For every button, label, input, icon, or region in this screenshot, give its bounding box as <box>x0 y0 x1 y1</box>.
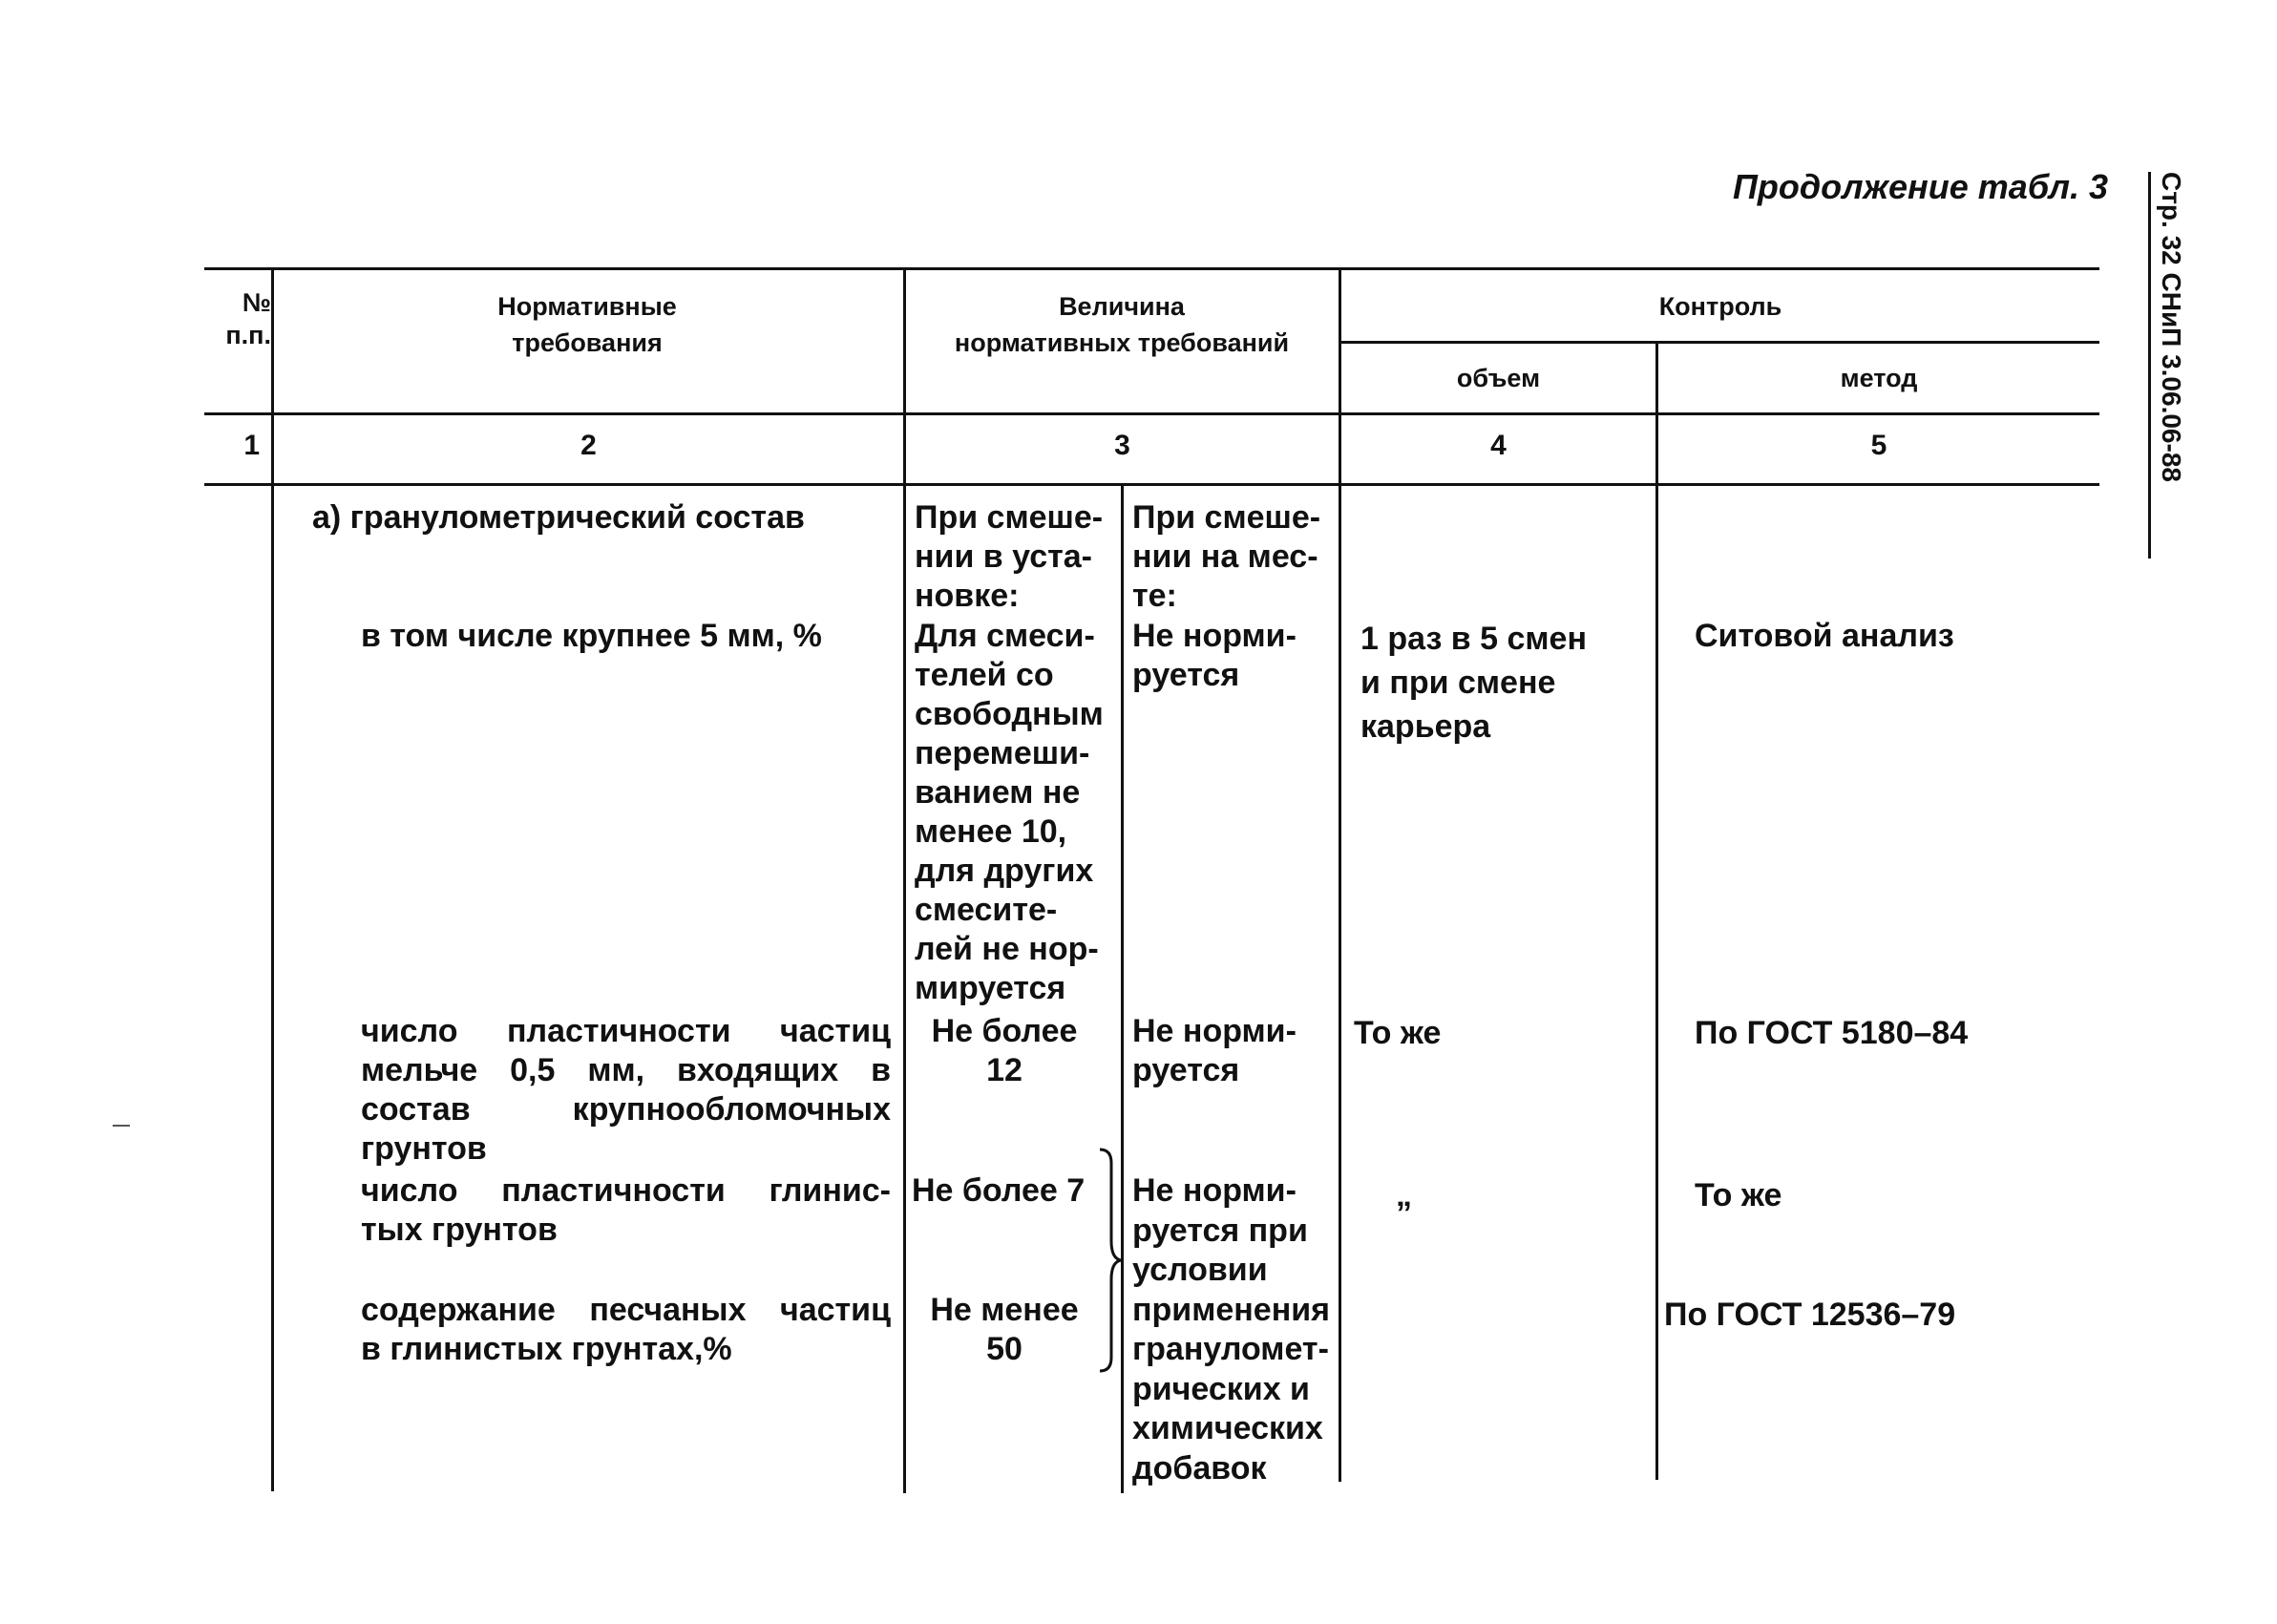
value-site-mixing: При смеше- нии на мес- те: <box>1132 499 1321 614</box>
value-site-shared: Не норми- руется при условии применения грануломет- рических и химических добавок <box>1132 1172 1330 1487</box>
requirement-plasticity-fine <box>361 1012 891 1169</box>
header-value: Величина нормативных требований <box>954 292 1290 357</box>
requirement-line: состав крупнообломочных <box>361 1091 891 1128</box>
volume-coarse: 1 раз в 5 смен и при смене карьера <box>1360 621 1588 745</box>
requirement-line: в глинистых грунтах,% <box>361 1331 732 1367</box>
method-sand-content: По ГОСТ 12536–79 <box>1664 1297 1956 1333</box>
value-plant-coarse: Для смеси- телей со свободным перемеши- ванием не менее 10, для других смесите- лей не нор- мируется <box>915 618 1104 1006</box>
margin-mark <box>113 1125 130 1127</box>
curly-brace-icon <box>1096 1146 1125 1375</box>
requirement-line: содержание песчаных частиц <box>361 1292 891 1328</box>
value-plant-mixing: При смеше- нии в уста- новке: <box>915 499 1104 614</box>
requirement-line: грунтов <box>361 1130 487 1167</box>
header-volume: объем <box>1456 364 1541 392</box>
volume-plasticity-clay: „ <box>1396 1177 1412 1213</box>
value-site-plasticity-fine: Не норми- руется <box>1132 1013 1297 1088</box>
control-sub-rule <box>1341 341 2099 344</box>
numbers-bottom-rule <box>204 483 2099 486</box>
requirement-plasticity-clay <box>361 1171 891 1250</box>
requirement-line: мельче 0,5 мм, входящих в <box>361 1052 891 1088</box>
method-plasticity-fine: По ГОСТ 5180–84 <box>1695 1015 1969 1051</box>
method-coarse: Ситовой анализ <box>1695 618 1954 654</box>
col-divider-4 <box>1655 342 1658 1480</box>
value-plant-plasticity-clay: Не более 7 <box>912 1172 1086 1209</box>
value-plant-plasticity-fine: Не более 12 <box>931 1013 1078 1088</box>
header-number: № п.п. <box>225 288 271 349</box>
method-plasticity-clay: То же <box>1695 1177 1782 1213</box>
column-number: 1 <box>243 430 260 461</box>
requirement-coarse-5mm: в том числе крупнее 5 мм, % <box>361 618 822 654</box>
value-site-coarse: Не норми- руется <box>1132 618 1297 693</box>
column-number: 5 <box>1870 430 1887 461</box>
requirement-line: тых грунтов <box>361 1212 558 1248</box>
table-top-rule <box>204 267 2099 270</box>
volume-plasticity-fine: То же <box>1354 1015 1442 1051</box>
column-number: 2 <box>580 430 597 461</box>
page-side-label: Стр. 32 СНиП 3.06.06-88 <box>2157 172 2186 482</box>
table-caption: Продолжение табл. 3 <box>1733 167 2109 206</box>
column-number: 3 <box>1114 430 1130 461</box>
requirement-line: число пластичности частиц <box>361 1013 891 1049</box>
header-requirements: Нормативные требования <box>497 292 677 357</box>
requirement-sand-content <box>361 1291 891 1369</box>
value-plant-sand-content: Не менее 50 <box>930 1292 1079 1367</box>
side-rule <box>2148 172 2151 559</box>
header-method: метод <box>1840 364 1918 392</box>
requirement-granulometric: а) гранулометрический состав <box>312 499 805 536</box>
column-number: 4 <box>1490 430 1507 461</box>
requirement-line: число пластичности глинис- <box>361 1172 891 1209</box>
header-bottom-rule <box>204 412 2099 415</box>
header-control: Контроль <box>1658 292 1782 321</box>
